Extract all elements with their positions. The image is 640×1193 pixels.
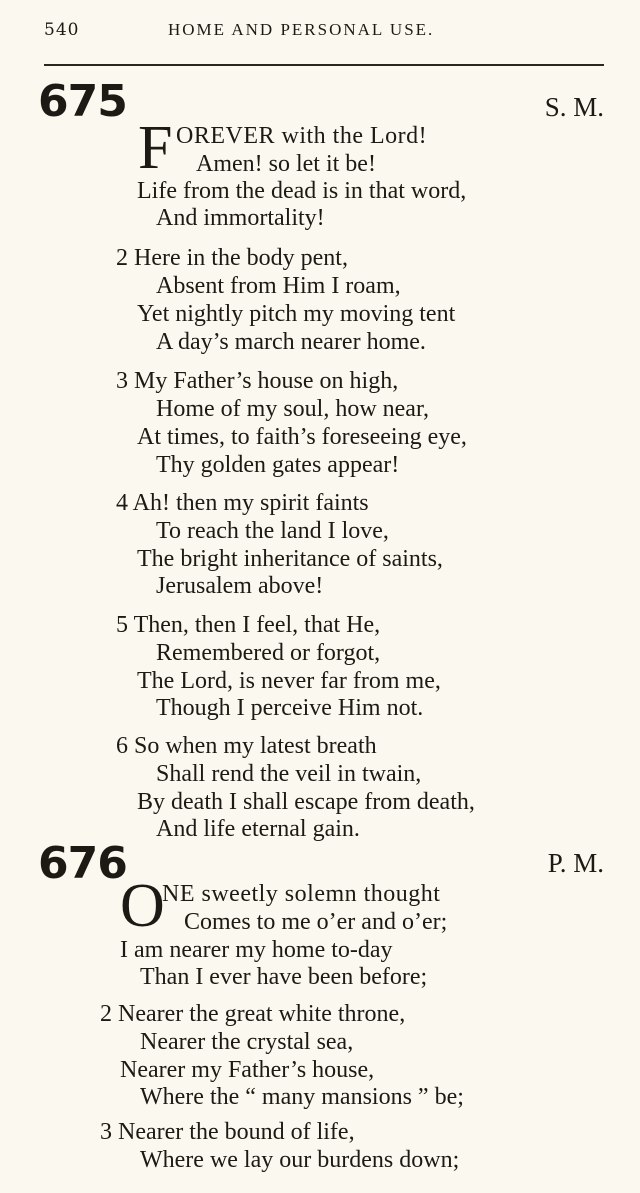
hymn-line: Amen! so let it be! xyxy=(196,151,376,177)
hymn-line: Where the “ many mansions ” be; xyxy=(140,1084,464,1110)
hymn-line: Remembered or forgot, xyxy=(156,640,381,666)
hymn-number: 676 xyxy=(38,838,127,889)
hymn-line: The bright inheritance of saints, xyxy=(137,546,443,572)
hymn-line: Nearer the crystal sea, xyxy=(140,1029,354,1055)
hymn-line: Jerusalem above! xyxy=(156,573,324,599)
hymn-line: I am nearer my home to-day xyxy=(120,937,393,963)
hymn-line: 2 Nearer the great white throne, xyxy=(100,1001,406,1027)
hymn-line: 3 Nearer the bound of life, xyxy=(100,1119,355,1145)
hymn-line: NE sweetly solemn thought xyxy=(162,881,441,907)
hymn-line: The Lord, is never far from me, xyxy=(137,668,441,694)
hymn-meter: P. M. xyxy=(547,848,604,878)
hymn-line: Comes to me o’er and o’er; xyxy=(184,909,448,935)
hymn-line: Than I ever have been before; xyxy=(140,964,428,990)
hymn-number: 675 xyxy=(38,76,127,127)
hymn-line: By death I shall escape from death, xyxy=(137,789,475,815)
hymn-line: To reach the land I love, xyxy=(156,518,389,544)
hymn-line: Though I perceive Him not. xyxy=(156,695,424,721)
hymn-line: 2 Here in the body pent, xyxy=(116,245,348,271)
drop-cap: O xyxy=(120,872,165,940)
page-number: 540 xyxy=(44,20,80,40)
hymn-line: Home of my soul, how near, xyxy=(156,396,429,422)
hymn-line: And life eternal gain. xyxy=(156,816,360,842)
running-title: HOME AND PERSONAL USE. xyxy=(168,20,435,39)
hymn-line: 3 My Father’s house on high, xyxy=(116,368,399,394)
hymn-line: Thy golden gates appear! xyxy=(156,452,400,478)
hymn-line: 6 So when my latest breath xyxy=(116,733,377,759)
hymn-line: 4 Ah! then my spirit faints xyxy=(116,490,369,516)
hymn-line: A day’s march nearer home. xyxy=(156,329,426,355)
hymn-line: 5 Then, then I feel, that He, xyxy=(116,612,381,638)
hymn-line: Where we lay our burdens down; xyxy=(140,1147,460,1173)
hymn-line: Life from the dead is in that word, xyxy=(137,178,467,204)
drop-cap: F xyxy=(138,114,173,182)
hymn-line: Absent from Him I roam, xyxy=(156,273,401,299)
page-header xyxy=(0,0,640,70)
hymn-line: At times, to faith’s foreseeing eye, xyxy=(137,424,467,450)
hymn-line: And immortality! xyxy=(156,205,325,231)
hymn-line: Shall rend the veil in twain, xyxy=(156,761,422,787)
hymn-meter: S. M. xyxy=(544,92,604,122)
hymn-line: Yet nightly pitch my moving tent xyxy=(137,301,456,327)
header-rule xyxy=(44,64,604,66)
hymn-line: OREVER with the Lord! xyxy=(176,123,428,149)
hymn-line: Nearer my Father’s house, xyxy=(120,1057,375,1083)
